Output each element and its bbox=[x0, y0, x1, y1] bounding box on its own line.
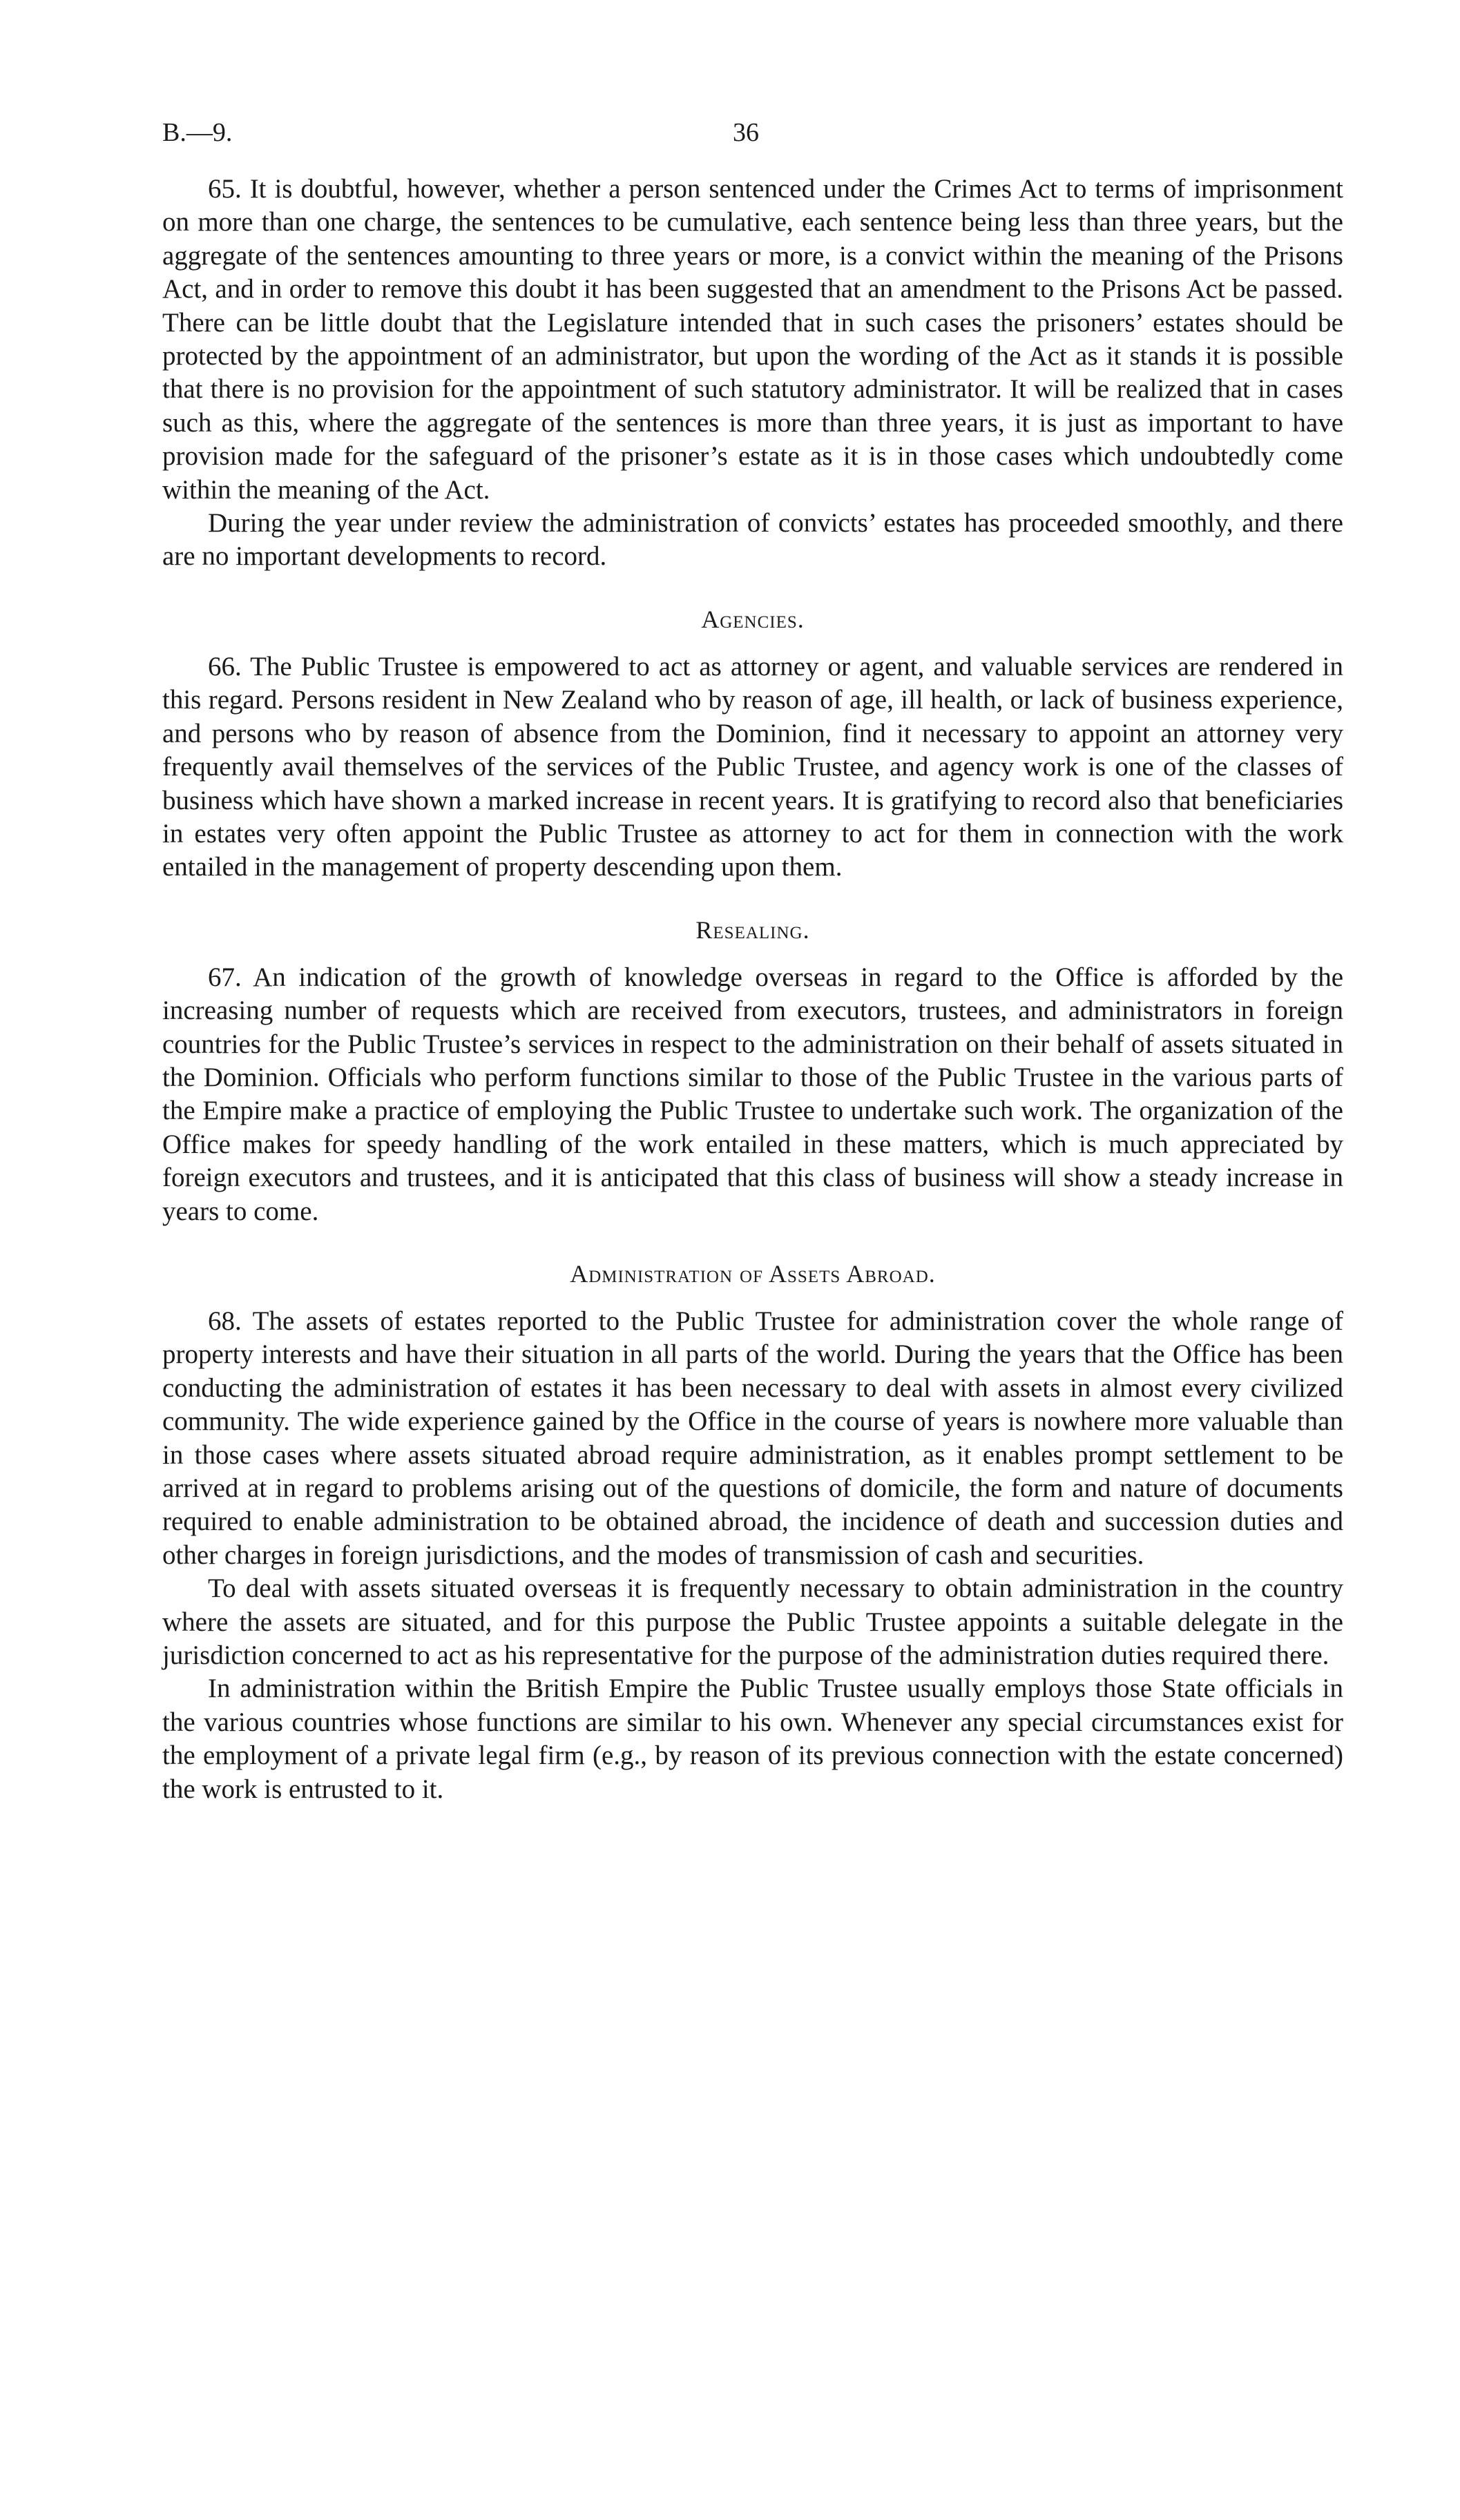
paragraph-convicts-review: During the year under review the administration of convicts’ estates has proceeded smoothly, and there are no important developments to record. bbox=[162, 508, 1343, 572]
section-convicts-estates bbox=[162, 173, 1343, 574]
paragraph-67: 67. An indication of the growth of knowledge overseas in regard to the Office is afforded by the increasing number of requests which are received from executors, trustees, and administrators in foreign countries for the Public Trustee’s services in respect to the administration on their behalf of assets situated in the Dominion. Officials who perform functions similar to those of the Public Trustee in the various parts of the Empire make a practice of employing the Public Trustee to undertake such work. The organization of the Office makes for speedy handling of the work entailed in these matters, which is much appreciated by foreign executors and trustees, and it is anticipated that this class of business will show a steady increase in years to come. bbox=[162, 962, 1343, 1226]
section-resealing bbox=[162, 914, 1343, 1228]
paragraph-overseas-delegate: To deal with assets situated overseas it is frequently necessary to obtain administration in the country where the assets are situated, and for this purpose the Public Trustee appoints a suitable delegate in the jurisdiction concerned to act as his representative for the purpose of the administration duties required there. bbox=[162, 1573, 1343, 1671]
paragraph-british-empire: In administration within the British Empire the Public Trustee usually employs those State officials in the various countries whose functions are similar to his own. Whenever any special circumstances exist for the employment of a private legal firm (e.g., by reason of its previous connection with the estate concerned) the work is entrusted to it. bbox=[162, 1674, 1343, 1804]
paragraph-68: 68. The assets of estates reported to the Public Trustee for administration cover the whole range of property interests and have their situation in all parts of the world. During the years that the Office has been conducting the administration of estates it has been necessary to deal with assets in almost every civilized community. The wide experience gained by the Office in the course of years is nowhere more valuable than in those cases where assets situated abroad require administration, as it enables prompt settlement to be arrived at in regard to problems arising out of the questions of domicile, the form and nature of documents required to enable administration to be obtained abroad, the incidence of death and succession duties and other charges in foreign jurisdictions, and the modes of transmission of cash and securities. bbox=[162, 1306, 1343, 1570]
paragraph-66: 66. The Public Trustee is empowered to act as attorney or agent, and valuable services are rendered in this regard. Persons resident in New Zealand who by reason of age, ill health, or lack of business experience, and persons who by reason of absence from the Dominion, find it necessary to appoint an attorney very frequently avail themselves of the services of the Public Trustee, and agency work is one of the classes of business which have shown a marked increase in recent years. It is gratifying to record also that beneficiaries in estates very often appoint the Public Trustee as attorney to act for them in connection with the work entailed in the management of property descending upon them. bbox=[162, 651, 1343, 882]
page-number: 36 bbox=[733, 118, 759, 147]
running-header bbox=[162, 117, 1343, 173]
section-heading-agencies: Agencies. bbox=[701, 605, 805, 633]
section-agencies bbox=[162, 603, 1343, 884]
section-assets-abroad bbox=[162, 1258, 1343, 1806]
paragraph-65: 65. It is doubtful, however, whether a person sentenced under the Crimes Act to terms of imprisonment on more than one charge, the sentences to be cumulative, each sentence being less than three years, but the aggregate of the sentences amounting to three years or more, is a convict within the meaning of the Prisons Act, and in order to remove this doubt it has been suggested that an amendment to the Prisons Act be passed. There can be little doubt that the Legislature intended that in such cases the prisoners’ estates should be protected by the appointment of an administrator, but upon the wording of the Act as it stands it is possible that there is no provision for the appointment of such statutory administrator. It will be realized that in cases such as this, where the aggregate of the sentences is more than three years, it is just as important to have provision made for the safeguard of the prisoner’s estate as it is in those cases which undoubtedly come within the meaning of the Act. bbox=[162, 174, 1343, 505]
section-heading-assets-abroad: Administration of Assets Abroad. bbox=[570, 1259, 936, 1288]
document-reference: B.—9. bbox=[162, 118, 233, 147]
section-heading-resealing: Resealing. bbox=[695, 915, 810, 944]
document-page bbox=[162, 117, 1343, 1806]
